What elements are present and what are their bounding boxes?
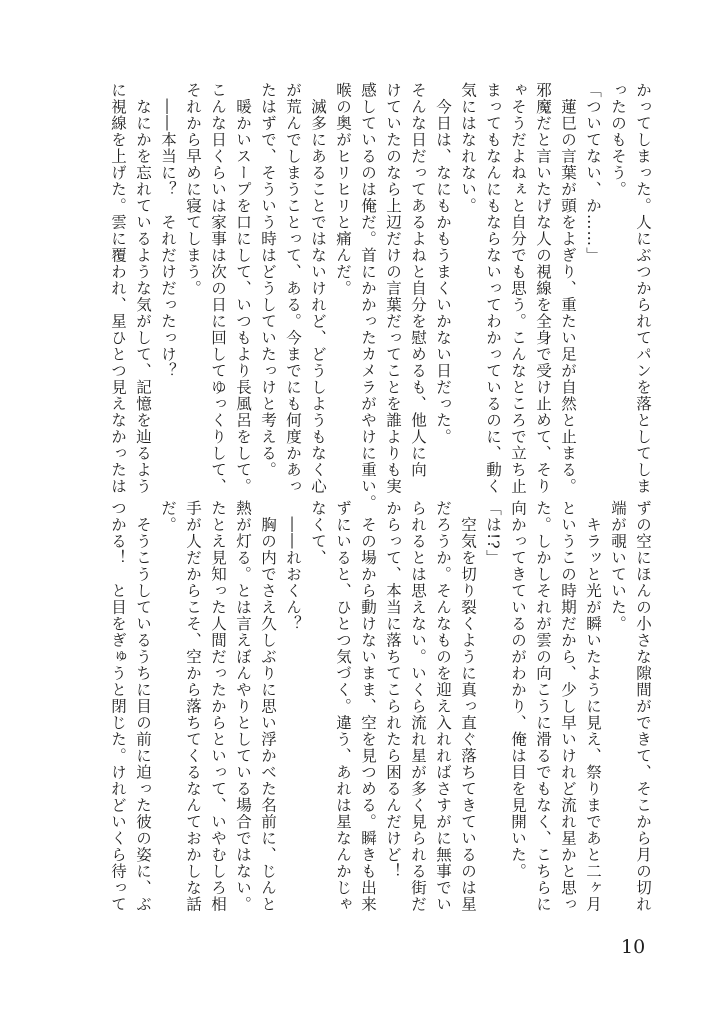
text-line: こんな日くらいは家事は次の日に回してゆっくりして、 bbox=[209, 82, 227, 495]
text-line: なくて、 bbox=[309, 500, 327, 566]
text-block-upper bbox=[105, 82, 655, 511]
text-line: たはずで、そういう時はどうしていたっけと考える。 bbox=[259, 82, 277, 478]
text-line: が荒んでしまうことって、ある。今までにも何度かあっ bbox=[284, 82, 302, 495]
text-line: た。しかしそれが雲の向こうに滑るでもなく、こちらに bbox=[534, 500, 552, 913]
text-line: かってしまった。人にぶつかられてパンを落としてしま bbox=[634, 82, 652, 495]
text-line: ずにいると、ひとつ気づく。違う、あれは星なんかじゃ bbox=[334, 500, 352, 913]
text-line: 暖かいスープを口にして、いつもより長風呂をして。 bbox=[234, 82, 252, 495]
text-line: ったのもそう。 bbox=[609, 82, 627, 198]
text-line: ずの空にほんの小さな隙間ができて、そこから月の切れ bbox=[634, 500, 652, 913]
text-line: たとえ見知った人間だったからといって、いやむしろ相 bbox=[209, 500, 227, 913]
text-line: なにかを忘れているような気がして、記憶を辿るよう bbox=[134, 82, 152, 495]
text-line: だろうか。そんなものを迎え入れればさすがに無事でい bbox=[434, 500, 452, 913]
text-line: そうこうしているうちに目の前に迫った彼の姿に、ぶ bbox=[134, 500, 152, 913]
text-line: けていたのなら上辺だけの言葉だってことを誰よりも実 bbox=[384, 82, 402, 495]
text-block-lower bbox=[105, 500, 655, 913]
text-line: まってもなんにもならないってわかっているのに、動く bbox=[484, 82, 502, 495]
text-line: キラッと光が瞬いたように見え、祭りまであと二ヶ月 bbox=[584, 500, 602, 913]
text-line: 蓮巳の言葉が頭をよぎり、重たい足が自然と止まる。 bbox=[559, 82, 577, 495]
text-line: 「ついてない、か……」 bbox=[584, 82, 602, 264]
text-line: それから早めに寝てしまう。 bbox=[184, 82, 202, 297]
text-line: そんな日だってあるよねと自分を慰めるも、他人に向 bbox=[409, 82, 427, 478]
text-line: 向かってきているのがわかり、俺は目を見開いた。 bbox=[509, 500, 527, 880]
text-line: 滅多にあることではないけれど、どうしようもなく心 bbox=[309, 82, 327, 495]
text-line: ゃそうだよねぇと自分でも思う。こんなところで立ち止 bbox=[509, 82, 527, 495]
text-line: 感しているのは俺だ。首にかかったカメラがやけに重い。 bbox=[359, 82, 377, 511]
text-line: 「は!?」 bbox=[484, 500, 502, 567]
text-line: 気にはなれない。 bbox=[459, 82, 477, 214]
text-line: 今日は、なにもかもうまくいかない日だった。 bbox=[434, 82, 452, 445]
page-number: 10 bbox=[621, 936, 646, 958]
text-line: ――本当に？ それだけだったっけ？ bbox=[159, 82, 177, 379]
text-line: ――れおくん？ bbox=[284, 500, 302, 632]
text-line: られるとは思えない。いくら流れ星が多く見られる街だ bbox=[409, 500, 427, 913]
text-line: つかる！ と目をぎゅうと閉じた。けれどいくら待って bbox=[109, 500, 127, 913]
text-line: 手が人だからこそ、空から落ちてくるなんておかしな話 bbox=[184, 500, 202, 913]
text-line: というこの時期だから、少し早いけれど流れ星かと思っ bbox=[559, 500, 577, 913]
text-line: 喉の奥がヒリヒリと痛んだ。 bbox=[334, 82, 352, 297]
text-line: からって、本当に落ちてこられたら困るんだけど！ bbox=[384, 500, 402, 880]
text-line: だ。 bbox=[159, 500, 177, 533]
text-line: 胸の内でさえ久しぶりに思い浮かべた名前に、じんと bbox=[259, 500, 277, 913]
text-line: 邪魔だと言いたげな人の視線を全身で受け止めて、そり bbox=[534, 82, 552, 495]
text-line: 端が覗いていた。 bbox=[609, 500, 627, 632]
text-line: に視線を上げた。雲に覆われ、星ひとつ見えなかったは bbox=[109, 82, 127, 495]
text-line: 熱が灯る。とは言えぼんやりとしている場合ではない。 bbox=[234, 500, 252, 913]
text-line: 空気を切り裂くように真っ直ぐ落ちてきているのは星 bbox=[459, 500, 477, 913]
text-line: その場から動けないまま、空を見つめる。瞬きも出来 bbox=[359, 500, 377, 913]
